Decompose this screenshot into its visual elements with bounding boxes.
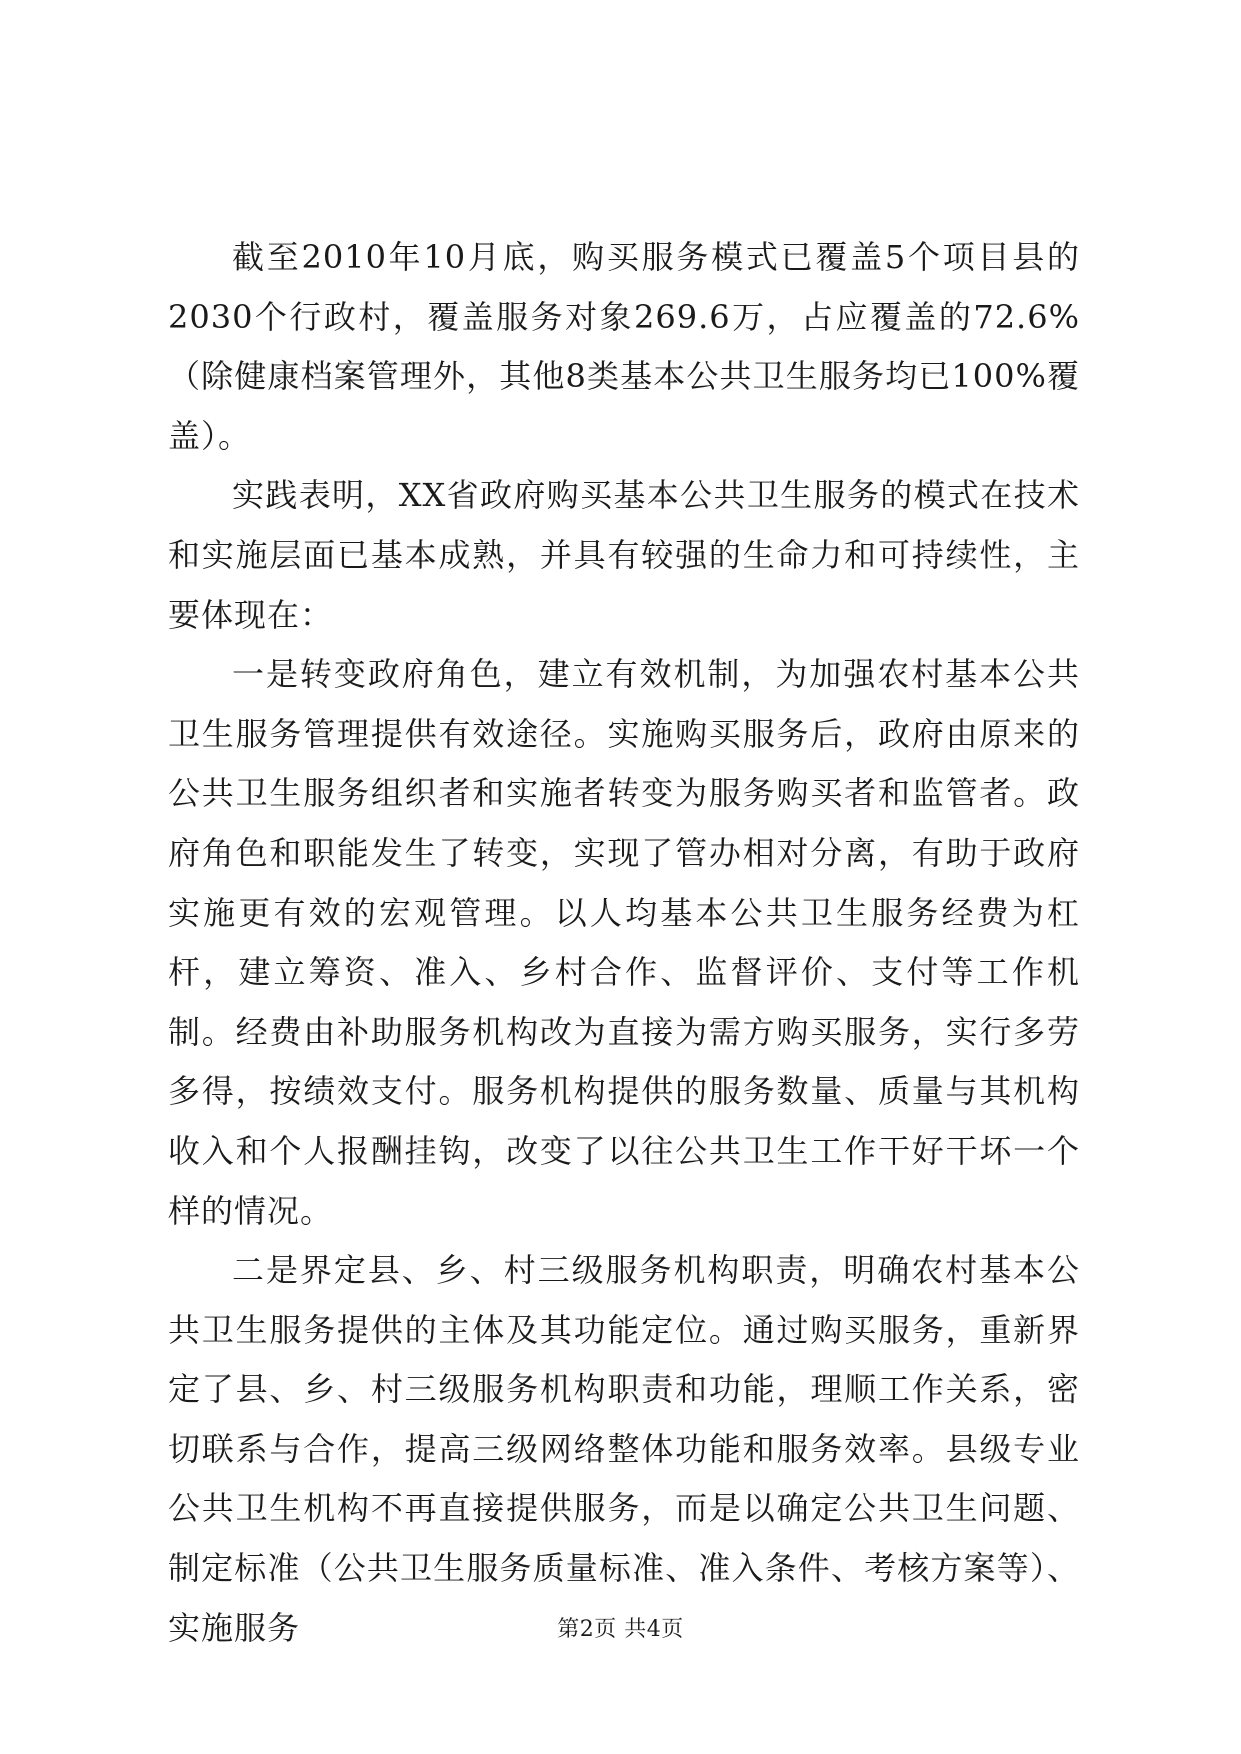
paragraph-point-two: 二是界定县、乡、村三级服务机构职责，明确农村基本公共卫生服务提供的主体及其功能定位。通过购买服务，重新界定了县、乡、村三级服务机构职责和功能，理顺工作关系，密切联系与合作，提高三级网络整体功能和服务效率。县级专业公共卫生机构不再直接提供服务，而是以确定公共卫生问题、制定标准（公共卫生服务质量标准、准入条件、考核方案等）、实施服务 — [168, 1251, 1080, 1647]
paragraph-coverage: 截至2010年10月底，购买服务模式已覆盖5个项目县的2030个行政村，覆盖服务对象269.6万，占应覆盖的72.6%（除健康档案管理外，其他8类基本公共卫生服务均已100%覆盖）。 — [168, 238, 1080, 455]
document-body — [168, 228, 1080, 1658]
paragraph-practice: 实践表明，XX省政府购买基本公共卫生服务的模式在技术和实施层面已基本成熟，并具有较强的生命力和可持续性，主要体现在： — [168, 476, 1080, 634]
page-footer: 第2页 共4页 — [557, 1617, 684, 1642]
paragraph-point-one: 一是转变政府角色，建立有效机制，为加强农村基本公共卫生服务管理提供有效途径。实施购买服务后，政府由原来的公共卫生服务组织者和实施者转变为服务购买者和监管者。政府角色和职能发生了转变，实现了管办相对分离，有助于政府实施更有效的宏观管理。以人均基本公共卫生服务经费为杠杆，建立筹资、准入、乡村合作、监督评价、支付等工作机制。经费由补助服务机构改为直接为需方购买服务，实行多劳多得，按绩效支付。服务机构提供的服务数量、质量与其机构收入和个人报酬挂钩，改变了以往公共卫生工作干好干坏一个样的情况。 — [168, 655, 1080, 1230]
